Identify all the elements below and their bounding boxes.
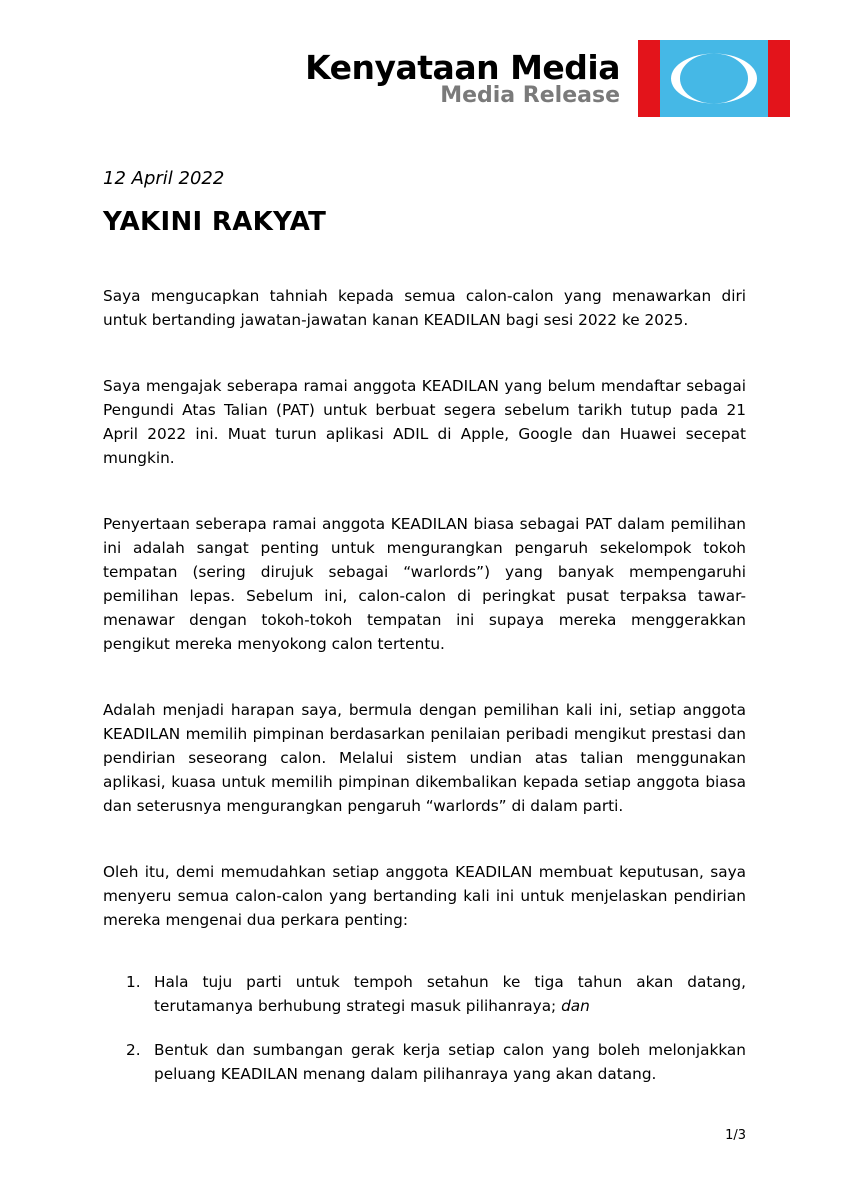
paragraph: Oleh itu, demi memudahkan setiap anggota KEADILAN membuat keputusan, saya menyeru semua calon-calon yang bertanding kali ini untuk menjelaskan pendirian mereka mengenai dua perkara penting: — [103, 863, 746, 929]
list-text-italic: dan — [561, 997, 590, 1015]
release-title: YAKINI RAKYAT — [103, 207, 327, 237]
list-text: Bentuk dan sumbangan gerak kerja setiap calon yang boleh melonjakkan peluang KEADILAN menang dalam pilihanraya yang akan datang. — [154, 1041, 746, 1083]
party-logo-icon — [638, 40, 790, 117]
paragraph: Saya mengajak seberapa ramai anggota KEADILAN yang belum mendaftar sebagai Pengundi Atas Talian (PAT) untuk berbuat segera sebelum tarikh tutup pada 21 April 2022 ini. Muat turun aplikasi ADIL di Apple, Google dan Huawei secepat mungkin. — [103, 377, 746, 467]
press-release-body — [103, 165, 746, 1086]
masthead-subtitle: Media Release — [440, 83, 620, 108]
release-date: 12 April 2022 — [103, 168, 225, 189]
list-number: 1. — [126, 973, 141, 991]
masthead — [305, 50, 620, 108]
paragraph: Saya mengucapkan tahniah kepada semua calon-calon yang menawarkan diri untuk bertanding jawatan-jawatan kanan KEADILAN bagi sesi 2022 ke 2025. — [103, 287, 746, 329]
list-item — [103, 1038, 746, 1086]
list-text: Hala tuju parti untuk tempoh setahun ke tiga tahun akan datang, terutamanya berhubung strategi masuk pilihanraya; — [154, 973, 746, 1015]
numbered-list — [103, 970, 746, 1086]
masthead-title: Kenyataan Media — [305, 48, 620, 87]
paragraph: Adalah menjadi harapan saya, bermula dengan pemilihan kali ini, setiap anggota KEADILAN memilih pimpinan berdasarkan penilaian peribadi mengikut prestasi dan pendirian seseorang calon. Melalui sistem undian atas talian menggunakan aplikasi, kuasa untuk memilih pimpinan dikembalikan kepada setiap anggota biasa dan seterusnya mengurangkan pengaruh “warlords” di dalam parti. — [103, 701, 746, 815]
page-number: 1/3 — [725, 1128, 746, 1143]
paragraph: Penyertaan seberapa ramai anggota KEADILAN biasa sebagai PAT dalam pemilihan ini adalah sangat penting untuk mengurangkan pengaruh sekelompok tokoh tempatan (sering dirujuk sebagai “warlords”) yang banyak mempengaruhi pemilihan lepas. Sebelum ini, calon-calon di peringkat pusat terpaksa tawar-menawar dengan tokoh-tokoh tempatan ini supaya mereka menggerakkan pengikut mereka menyokong calon tertentu. — [103, 515, 746, 653]
list-item — [103, 970, 746, 1018]
list-number: 2. — [126, 1041, 141, 1059]
